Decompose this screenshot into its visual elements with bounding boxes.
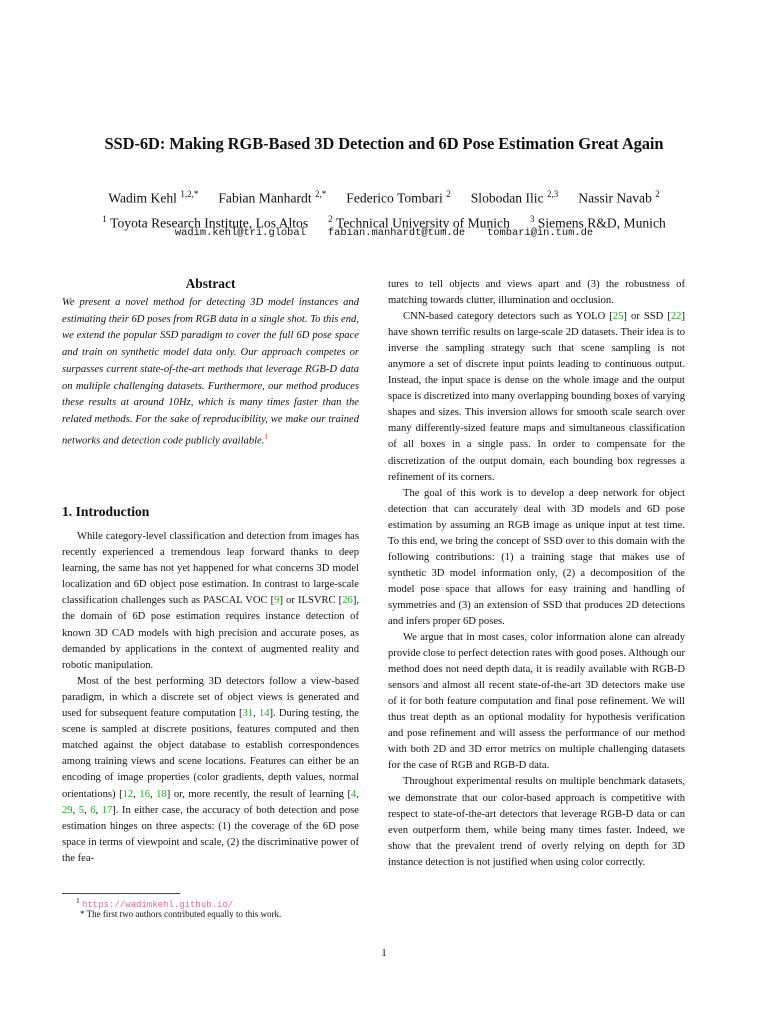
citation-link[interactable]: 26: [342, 595, 353, 607]
paragraph-text: Most of the best performing 3D detectors follow a view-based paradigm, in which a discrete set of object views is generated and used for subsequent feature computation [: [62, 675, 359, 720]
right-paragraph-4: Throughout experimental results on multiple benchmark datasets, we demonstrate that our color-based approach is competitive with respect to state-of-the-art detectors that leverage RGB-D data or can even outperform them, while being many times faster. Indeed, we show that the prevalent trend of overly relying on depth for 3D instance detection is not justified when using color correctly.: [388, 776, 685, 868]
intro-paragraph-2: [62, 674, 359, 867]
paragraph-text: ,: [253, 708, 259, 720]
author-block: [0, 184, 768, 233]
author-name: Federico Tombari: [346, 190, 447, 206]
author-email[interactable]: wadim.kehl@tri.global: [174, 227, 306, 239]
author-email[interactable]: fabian.manhardt@tum.de: [327, 227, 466, 239]
author-list: [0, 184, 768, 209]
right-paragraph-1: [388, 309, 685, 486]
right-paragraph-2: The goal of this work is to develop a deep network for object detection that can accurately deal with 3D models and 6D pose estimation by assuming an RGB image as unique input at test time. To this end, we bring the concept of SSD over to this domain with the following contributions: (1) a training stage that makes use of synthetic 3D model information only, (2) a decomposition of the model pose space that allows for easy training and handling of symmetries and (3) an extension of SSD that produces 2D detections and infers proper 6D poses.: [388, 487, 685, 627]
citation-link[interactable]: 14: [258, 708, 270, 720]
introduction-body: [62, 529, 359, 867]
section-heading-introduction: 1. Introduction: [62, 504, 150, 519]
author-affiliation-mark: 2: [446, 189, 451, 199]
footnote-1-mark: 1: [76, 896, 80, 905]
right-paragraph-3: We argue that in most cases, color information alone can already provide close to perfect detection rates with good poses. Although our method does not need depth data, it is readily available with RGB-D sensors and almost all recent state-of-the-art 3D detectors make use of it for both feature computation and final pose refinement. We will thus treat depth as an optional modality for hypothesis verification and pose refinement and will assess the performance of our method with both 2D and 3D error metrics on multiple challenging datasets for the case of RGB and RGB-D data.: [388, 632, 685, 772]
paragraph-text: ,: [84, 804, 91, 816]
right-paragraph-0: tures to tell objects and views apart and (3) the robustness of matching towards clutter, illumination and occlusion.: [388, 279, 685, 307]
paragraph-text: ] or SSD [: [623, 311, 671, 323]
paper-title: SSD-6D: Making RGB-Based 3D Detection and 6D Pose Estimation Great Again: [104, 134, 664, 153]
paragraph-text: ], the domain of 6D pose estimation requires instance detection of known 3D CAD models with high precision and accurate poses, as demanded by applications in the context of augmented reality and robotic manipulation.: [62, 595, 359, 671]
citation-link[interactable]: 29: [62, 804, 73, 816]
abstract-heading: Abstract: [185, 276, 236, 291]
paragraph-text: ]. In either case, the accuracy of both detection and pose estimation hinges on three aspects: (1) the coverage of the 6D pose space in terms of viewpoint and scale, (2) the discriminative power of the fea-: [62, 804, 360, 864]
footnote-2: * The first two authors contributed equally to this work.: [80, 909, 282, 919]
author-affiliation-mark: 2: [655, 189, 660, 199]
paragraph-text: ,: [95, 804, 102, 816]
citation-link[interactable]: 17: [101, 804, 113, 816]
paragraph-text: ] or, more recently, the result of learning [: [166, 788, 352, 800]
author-name: Slobodan Ilic: [470, 190, 548, 206]
affiliation-name: Technical University of Munich: [332, 215, 510, 231]
footnote-divider: [62, 893, 180, 894]
intro-paragraph-1: [62, 529, 359, 674]
email-list: [0, 227, 768, 239]
page-number: 1: [381, 947, 387, 959]
citation-link[interactable]: 18: [156, 788, 167, 800]
citation-link[interactable]: 22: [670, 311, 682, 323]
affiliation-name: Siemens R&D, Munich: [534, 215, 666, 231]
affiliation-mark: 1: [102, 213, 107, 224]
paragraph-text: ,: [149, 788, 157, 800]
citation-link[interactable]: 9: [274, 595, 280, 607]
author-affiliation-mark: 2,3: [547, 189, 559, 199]
author-affiliation-mark: 1,2,*: [180, 189, 199, 199]
paragraph-text: ,: [133, 788, 140, 800]
citation-link[interactable]: 4: [351, 788, 357, 800]
paragraph-text: ,: [356, 788, 359, 800]
affiliation-mark: 3: [529, 213, 535, 224]
paragraph-text: CNN-based category detectors such as YOLO [: [403, 311, 613, 323]
affiliation-name: Toyota Research Institute, Los Altos: [106, 215, 309, 231]
affiliation-mark: 2: [328, 213, 333, 224]
author-name: Nassir Navab: [578, 190, 656, 206]
footnote-1-url[interactable]: https://wadimkehl.github.io/: [82, 900, 234, 910]
abstract-text: We present a novel method for detecting 3D model instances and estimating their 6D poses from RGB data in a single shot. To this end, we extend the popular SSD paradigm to cover the full 6D pose space and train on synthetic model data only. Our approach competes or surpasses current state-of-the-art methods that leverage RGB-D data on multiple challenging datasets. Furthermore, our method produces these results at around 10Hz, which is many times faster than the related methods. For the sake of reproducibility, we make our trained networks and detection code publicly available.: [62, 297, 359, 447]
paragraph-text: ,: [72, 804, 79, 816]
abstract-body: [62, 295, 359, 450]
citation-link[interactable]: 12: [122, 788, 134, 800]
paragraph-text: ] or ILSVRC [: [279, 595, 343, 607]
paragraph-text: ] have shown terrific results on large-scale 2D datasets. Their idea is to inverse the sampling strategy such that scene sampling is not anymore a set of discrete input points leading to continuous output. Instead, the input space is dense on the whole image and the output space is discretized into many overlapping bounding boxes of varying shapes and sizes. This inversion allows for smooth scale search over many differently-sized feature maps and simultaneous classification of all boxes in a single pass. In order to compensate for the discretization of the output domain, each bounding box regresses a refinement of its corners.: [388, 311, 685, 483]
citation-link[interactable]: 31: [242, 708, 254, 720]
footnote-1: [76, 896, 233, 910]
right-column-body: [388, 277, 685, 871]
citation-link[interactable]: 5: [78, 804, 85, 816]
citation-link[interactable]: 6: [90, 804, 96, 816]
author-name: Wadim Kehl: [108, 190, 181, 206]
citation-link[interactable]: 25: [612, 311, 624, 323]
citation-link[interactable]: 16: [139, 788, 150, 800]
author-affiliation-mark: 2,*: [315, 189, 327, 199]
abstract-footnote-mark[interactable]: 1: [264, 432, 268, 441]
author-name: Fabian Manhardt: [218, 190, 316, 206]
paragraph-text: ]. During testing, the scene is sampled at discrete positions, features computed and then matched against the object database to establish correspondences among training views and scene locations. Features can either be an encoding of image properties (color gradients, depth values, normal orientations) [: [62, 708, 360, 800]
paragraph-text: While category-level classification and detection from images has recently experienced a tremendous leap forward thanks to deep learning, the same has not yet happened for what concerns 3D model localization and 6D object pose estimation. In contrast to large-scale classification challenges such as PASCAL VOC [: [62, 531, 359, 607]
author-email[interactable]: tombari@in.tum.de: [487, 227, 594, 239]
